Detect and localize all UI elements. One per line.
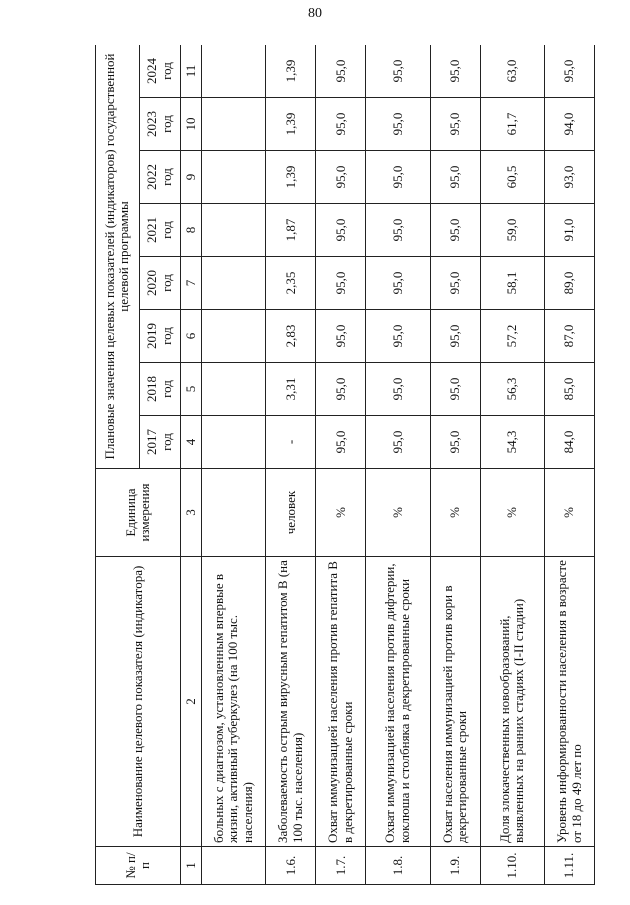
row-value: 95,0: [366, 257, 430, 310]
row-value: 95,0: [430, 98, 480, 151]
rotated-page-content: [95, 45, 595, 885]
index-cell: 1: [181, 847, 202, 885]
row-value: 94,0: [545, 98, 595, 151]
row-unit: %: [366, 469, 430, 557]
row-num: 1.10.: [480, 847, 544, 885]
index-cell: 5: [181, 363, 202, 416]
row-value: 95,0: [430, 204, 480, 257]
row-num: 1.11.: [545, 847, 595, 885]
row-value: 93,0: [545, 151, 595, 204]
row-num: [202, 847, 266, 885]
row-value: 54,3: [480, 416, 544, 469]
index-cell: 3: [181, 469, 202, 557]
row-unit: %: [430, 469, 480, 557]
row-value: 95,0: [430, 310, 480, 363]
row-value: 95,0: [316, 257, 366, 310]
row-value: [202, 98, 266, 151]
row-unit: человек: [266, 469, 316, 557]
row-name: Охват иммунизацией населения против дифтерии, коклюша и столбняка в декретированные сроки: [366, 557, 430, 847]
row-value: 95,0: [366, 363, 430, 416]
index-cell: 11: [181, 45, 202, 98]
row-value: 95,0: [316, 363, 366, 416]
header-year: 2021 год: [139, 204, 181, 257]
row-value: 2,83: [266, 310, 316, 363]
row-value: [202, 151, 266, 204]
header-year: 2018 год: [139, 363, 181, 416]
header-unit: Единица измерения: [96, 469, 181, 557]
row-unit: [202, 469, 266, 557]
row-value: 59,0: [480, 204, 544, 257]
row-value: 2,35: [266, 257, 316, 310]
header-name: Наименование целевого показателя (индикатора): [96, 557, 181, 847]
index-row: [181, 45, 202, 885]
row-name: Охват иммунизацией населения против гепатита В в декретированные сроки: [316, 557, 366, 847]
row-value: 95,0: [316, 416, 366, 469]
header-num: № п/п: [96, 847, 181, 885]
row-value: 61,7: [480, 98, 544, 151]
row-num: 1.8.: [366, 847, 430, 885]
table-row: [430, 45, 480, 885]
header-year: 2020 год: [139, 257, 181, 310]
table-row: [366, 45, 430, 885]
row-value: [202, 257, 266, 310]
row-value: 95,0: [366, 204, 430, 257]
row-value: 87,0: [545, 310, 595, 363]
row-name: Уровень информированности населения в возрасте от 18 до 49 лет по: [545, 557, 595, 847]
row-value: 95,0: [545, 45, 595, 98]
index-cell: 6: [181, 310, 202, 363]
rotated-table-area: [95, 45, 595, 885]
row-value: 1,39: [266, 98, 316, 151]
page-number: 80: [308, 6, 322, 21]
header-row-1: [96, 45, 140, 885]
row-value: [202, 310, 266, 363]
row-value: 95,0: [366, 98, 430, 151]
row-value: 57,2: [480, 310, 544, 363]
header-year: 2017 год: [139, 416, 181, 469]
header-year: 2024 год: [139, 45, 181, 98]
table-row: [266, 45, 316, 885]
row-name: больных с диагнозом, установленным впервые в жизни, активный туберкулез (на 100 тыс. населения): [202, 557, 266, 847]
row-value: [202, 363, 266, 416]
row-unit: %: [316, 469, 366, 557]
header-planned: Плановые значения целевых показателей (индикаторов) государственной целевой программы: [96, 45, 140, 469]
row-value: 1,87: [266, 204, 316, 257]
row-num: 1.6.: [266, 847, 316, 885]
row-value: 95,0: [316, 151, 366, 204]
row-num: 1.7.: [316, 847, 366, 885]
row-value: 95,0: [366, 310, 430, 363]
row-value: 95,0: [430, 363, 480, 416]
table-row: [202, 45, 266, 885]
table-row: [480, 45, 544, 885]
row-value: 3,31: [266, 363, 316, 416]
indicators-table: [95, 45, 595, 885]
row-value: 95,0: [366, 45, 430, 98]
table-row: [316, 45, 366, 885]
row-value: 95,0: [316, 310, 366, 363]
row-value: 63,0: [480, 45, 544, 98]
header-year: 2019 год: [139, 310, 181, 363]
row-value: 95,0: [430, 416, 480, 469]
row-value: 95,0: [316, 45, 366, 98]
row-num: 1.9.: [430, 847, 480, 885]
row-value: 95,0: [430, 45, 480, 98]
index-cell: 8: [181, 204, 202, 257]
row-value: 95,0: [316, 204, 366, 257]
row-value: 91,0: [545, 204, 595, 257]
row-value: 95,0: [430, 151, 480, 204]
row-value: 60,5: [480, 151, 544, 204]
row-value: 95,0: [366, 151, 430, 204]
row-value: 95,0: [316, 98, 366, 151]
row-value: 89,0: [545, 257, 595, 310]
row-name: Заболеваемость острым вирусным гепатитом В (на 100 тыс. населения): [266, 557, 316, 847]
row-unit: %: [480, 469, 544, 557]
row-value: 84,0: [545, 416, 595, 469]
row-value: 1,39: [266, 151, 316, 204]
index-cell: 10: [181, 98, 202, 151]
row-value: 85,0: [545, 363, 595, 416]
index-cell: 4: [181, 416, 202, 469]
row-value: 95,0: [366, 416, 430, 469]
header-year: 2023 год: [139, 98, 181, 151]
row-value: 1,39: [266, 45, 316, 98]
row-value: 56,3: [480, 363, 544, 416]
row-value: 58,1: [480, 257, 544, 310]
row-unit: %: [545, 469, 595, 557]
index-cell: 7: [181, 257, 202, 310]
index-cell: 2: [181, 557, 202, 847]
row-value: 95,0: [430, 257, 480, 310]
row-name: Охват населения иммунизацией против кори в декретированные сроки: [430, 557, 480, 847]
row-value: [202, 204, 266, 257]
header-year: 2022 год: [139, 151, 181, 204]
row-value: [202, 45, 266, 98]
row-value: [202, 416, 266, 469]
table-row: [545, 45, 595, 885]
row-value: -: [266, 416, 316, 469]
index-cell: 9: [181, 151, 202, 204]
row-name: Доля злокачественных новообразований, выявленных на ранних стадиях (I-II стадии): [480, 557, 544, 847]
